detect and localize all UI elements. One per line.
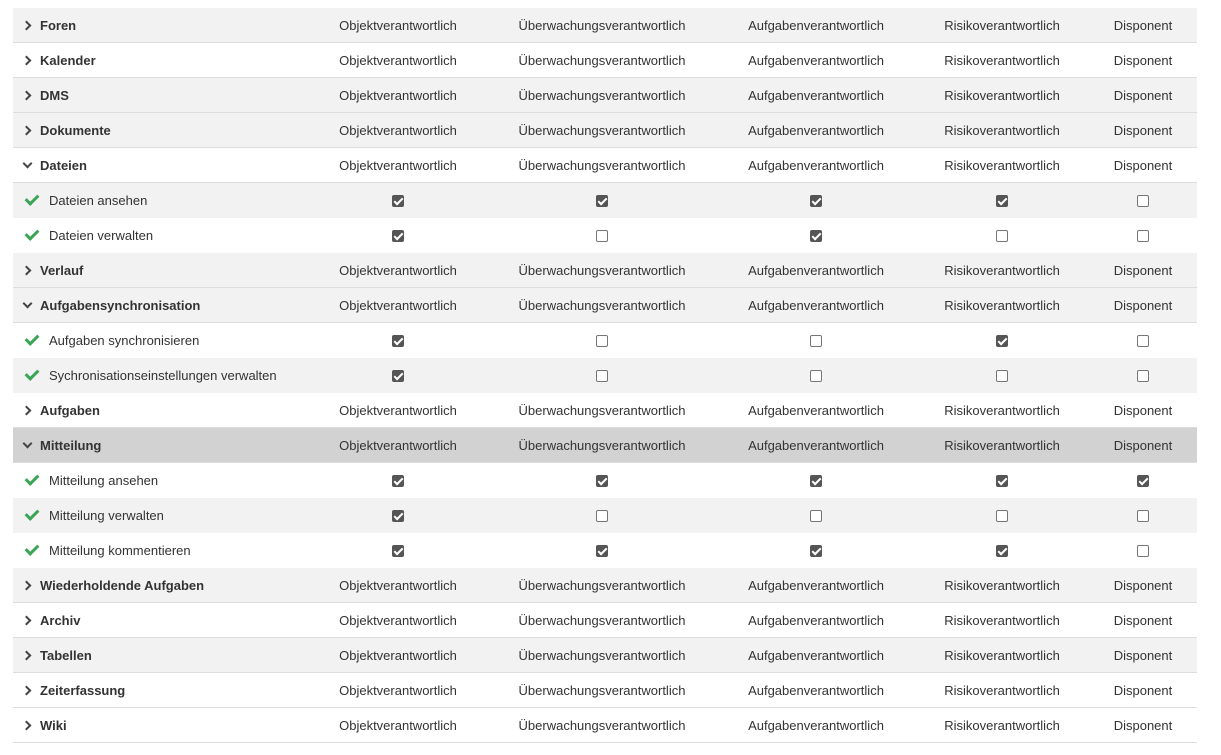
module-toggle[interactable] — [13, 568, 204, 602]
role-header-risikoverantwortlich: Risikoverantwortlich — [944, 717, 1060, 733]
chevron-right-icon[interactable] — [22, 405, 32, 415]
permission-checkbox[interactable] — [596, 475, 608, 487]
chevron-down-icon[interactable] — [23, 298, 33, 308]
permission-label: Sychronisationseinstellungen verwalten — [49, 368, 277, 383]
role-header-objektverantwortlich: Objektverantwortlich — [339, 17, 457, 33]
role-header-risikoverantwortlich: Risikoverantwortlich — [944, 262, 1060, 278]
permission-checkbox[interactable] — [1137, 545, 1149, 557]
module-label: Wiederholdende Aufgaben — [40, 577, 205, 593]
role-header-disponent: Disponent — [1113, 52, 1173, 68]
permission-checkbox[interactable] — [1137, 510, 1149, 522]
role-header-aufgabenverantwortlich: Aufgabenverantwortlich — [748, 262, 884, 278]
permission-row-mitteilung-verwalten — [13, 498, 1197, 533]
checkmark-icon — [25, 541, 40, 556]
role-header-objektverantwortlich: Objektverantwortlich — [339, 52, 457, 68]
permission-cell — [1033, 218, 1221, 253]
role-header-überwachungsverantwortlich: Überwachungsverantwortlich — [518, 52, 686, 68]
permission-label: Mitteilung kommentieren — [49, 543, 191, 558]
permission-checkbox[interactable] — [996, 545, 1008, 557]
role-header-objektverantwortlich: Objektverantwortlich — [339, 577, 457, 593]
permission-checkbox[interactable] — [996, 510, 1008, 522]
role-header-disponent: Disponent — [1113, 717, 1173, 733]
permission-checkbox[interactable] — [810, 335, 822, 347]
role-header-aufgabenverantwortlich: Aufgabenverantwortlich — [748, 717, 884, 733]
module-toggle[interactable] — [13, 148, 87, 182]
checkmark-icon — [25, 506, 40, 521]
permission-name — [13, 498, 164, 533]
permission-cell — [288, 358, 508, 393]
permission-row-mitteilung-kommentieren — [13, 533, 1197, 568]
module-label: Mitteilung — [40, 437, 102, 453]
permission-checkbox[interactable] — [596, 545, 608, 557]
permission-cell — [1033, 358, 1221, 393]
permission-name — [13, 183, 147, 218]
module-toggle[interactable] — [13, 708, 67, 742]
chevron-right-icon[interactable] — [22, 685, 32, 695]
module-row-tabellen[interactable] — [13, 638, 1197, 673]
permission-checkbox[interactable] — [1137, 230, 1149, 242]
module-label: Dokumente — [40, 122, 111, 138]
module-label: Aufgabensynchronisation — [40, 297, 201, 313]
role-header-aufgabenverantwortlich: Aufgabenverantwortlich — [748, 17, 884, 33]
role-header-überwachungsverantwortlich: Überwachungsverantwortlich — [518, 122, 686, 138]
permission-cell — [492, 498, 712, 533]
module-row-mitteilung[interactable] — [13, 428, 1197, 463]
module-toggle[interactable] — [13, 673, 125, 707]
chevron-right-icon[interactable] — [22, 580, 32, 590]
checkmark-icon — [25, 226, 40, 241]
permission-checkbox[interactable] — [392, 370, 404, 382]
permission-cell — [288, 218, 508, 253]
module-row-dms[interactable] — [13, 78, 1197, 113]
role-header-risikoverantwortlich: Risikoverantwortlich — [944, 647, 1060, 663]
role-header-überwachungsverantwortlich: Überwachungsverantwortlich — [518, 717, 686, 733]
role-header-überwachungsverantwortlich: Überwachungsverantwortlich — [518, 402, 686, 418]
module-row-foren[interactable] — [13, 8, 1197, 43]
permission-checkbox[interactable] — [1137, 195, 1149, 207]
module-label: Zeiterfassung — [40, 682, 126, 698]
permission-label: Aufgaben synchronisieren — [49, 333, 200, 348]
permission-checkbox[interactable] — [1137, 475, 1149, 487]
permission-checkbox[interactable] — [392, 545, 404, 557]
module-label: Dateien — [40, 157, 87, 173]
role-header-aufgabenverantwortlich: Aufgabenverantwortlich — [748, 402, 884, 418]
module-label: Wiki — [40, 717, 67, 733]
permission-cell — [492, 463, 712, 498]
chevron-right-icon[interactable] — [22, 615, 32, 625]
role-header-aufgabenverantwortlich: Aufgabenverantwortlich — [748, 577, 884, 593]
role-header-disponent: Disponent — [1113, 17, 1173, 33]
role-header-risikoverantwortlich: Risikoverantwortlich — [944, 122, 1060, 138]
permission-checkbox[interactable] — [596, 510, 608, 522]
permission-cell — [492, 533, 712, 568]
permission-cell — [1033, 183, 1221, 218]
permission-checkbox[interactable] — [996, 475, 1008, 487]
module-label: Foren — [40, 17, 77, 33]
module-row-dokumente[interactable] — [13, 113, 1197, 148]
role-header-disponent: Disponent — [1113, 122, 1173, 138]
permission-checkbox[interactable] — [996, 230, 1008, 242]
permission-cell — [288, 498, 508, 533]
module-row-aufgabensynchronisation[interactable] — [13, 288, 1197, 323]
module-label: Verlauf — [40, 262, 84, 278]
permission-checkbox[interactable] — [596, 230, 608, 242]
permission-checkbox[interactable] — [392, 510, 404, 522]
role-header-überwachungsverantwortlich: Überwachungsverantwortlich — [518, 262, 686, 278]
chevron-right-icon[interactable] — [22, 55, 32, 65]
permission-checkbox[interactable] — [810, 510, 822, 522]
role-header-disponent: Disponent — [1113, 262, 1173, 278]
role-header-aufgabenverantwortlich: Aufgabenverantwortlich — [748, 87, 884, 103]
role-header-überwachungsverantwortlich: Überwachungsverantwortlich — [518, 612, 686, 628]
chevron-right-icon[interactable] — [22, 265, 32, 275]
role-header-überwachungsverantwortlich: Überwachungsverantwortlich — [518, 647, 686, 663]
permission-cell — [288, 463, 508, 498]
role-header-aufgabenverantwortlich: Aufgabenverantwortlich — [748, 157, 884, 173]
permission-checkbox[interactable] — [1137, 335, 1149, 347]
module-label: DMS — [40, 87, 69, 103]
role-header-risikoverantwortlich: Risikoverantwortlich — [944, 52, 1060, 68]
role-header-risikoverantwortlich: Risikoverantwortlich — [944, 682, 1060, 698]
role-header-objektverantwortlich: Objektverantwortlich — [339, 122, 457, 138]
permission-checkbox[interactable] — [810, 230, 822, 242]
role-header-objektverantwortlich: Objektverantwortlich — [339, 647, 457, 663]
role-header-überwachungsverantwortlich: Überwachungsverantwortlich — [518, 437, 686, 453]
role-header-überwachungsverantwortlich: Überwachungsverantwortlich — [518, 157, 686, 173]
permission-name — [13, 218, 153, 253]
module-toggle[interactable] — [13, 638, 92, 672]
permission-row-dateien-ansehen — [13, 183, 1197, 218]
checkmark-icon — [25, 471, 40, 486]
role-header-aufgabenverantwortlich: Aufgabenverantwortlich — [748, 297, 884, 313]
permission-label: Dateien ansehen — [49, 193, 148, 208]
role-header-aufgabenverantwortlich: Aufgabenverantwortlich — [748, 122, 884, 138]
module-label: Archiv — [40, 612, 81, 628]
role-header-objektverantwortlich: Objektverantwortlich — [339, 297, 457, 313]
permission-cell — [492, 323, 712, 358]
role-header-risikoverantwortlich: Risikoverantwortlich — [944, 87, 1060, 103]
role-header-objektverantwortlich: Objektverantwortlich — [339, 717, 457, 733]
module-row-verlauf[interactable] — [13, 253, 1197, 288]
module-row-aufgaben[interactable] — [13, 393, 1197, 428]
permission-cell — [492, 358, 712, 393]
role-header-risikoverantwortlich: Risikoverantwortlich — [944, 577, 1060, 593]
role-header-aufgabenverantwortlich: Aufgabenverantwortlich — [748, 52, 884, 68]
role-header-disponent: Disponent — [1113, 612, 1173, 628]
permission-row-aufgaben-synchronisieren — [13, 323, 1197, 358]
role-header-objektverantwortlich: Objektverantwortlich — [339, 157, 457, 173]
role-header-überwachungsverantwortlich: Überwachungsverantwortlich — [518, 87, 686, 103]
permission-cell — [1033, 323, 1221, 358]
module-label: Tabellen — [40, 647, 92, 663]
role-header-objektverantwortlich: Objektverantwortlich — [339, 262, 457, 278]
role-header-disponent: Disponent — [1113, 297, 1173, 313]
permission-name — [13, 463, 158, 498]
permission-row-sychronisationseinstellungen-verwalten — [13, 358, 1197, 393]
permission-cell — [492, 183, 712, 218]
permission-label: Dateien verwalten — [49, 228, 154, 243]
permission-checkbox[interactable] — [996, 195, 1008, 207]
role-header-risikoverantwortlich: Risikoverantwortlich — [944, 612, 1060, 628]
module-toggle[interactable] — [13, 253, 83, 287]
chevron-right-icon[interactable] — [22, 720, 32, 730]
permission-checkbox[interactable] — [596, 195, 608, 207]
permission-cell — [1033, 498, 1221, 533]
module-row-wiki[interactable] — [13, 708, 1197, 743]
permission-name — [13, 358, 277, 393]
module-label: Kalender — [40, 52, 96, 68]
module-row-wiederholdende-aufgaben[interactable] — [13, 568, 1197, 603]
role-header-überwachungsverantwortlich: Überwachungsverantwortlich — [518, 577, 686, 593]
permission-checkbox[interactable] — [596, 335, 608, 347]
chevron-right-icon[interactable] — [22, 90, 32, 100]
role-header-disponent: Disponent — [1113, 577, 1173, 593]
chevron-right-icon[interactable] — [22, 20, 32, 30]
role-header-disponent: Disponent — [1113, 682, 1173, 698]
chevron-right-icon[interactable] — [22, 125, 32, 135]
permission-checkbox[interactable] — [1137, 370, 1149, 382]
checkmark-icon — [25, 366, 40, 381]
permission-checkbox[interactable] — [810, 475, 822, 487]
role-header-risikoverantwortlich: Risikoverantwortlich — [944, 437, 1060, 453]
chevron-down-icon[interactable] — [23, 158, 33, 168]
permission-checkbox[interactable] — [810, 370, 822, 382]
permission-cell — [288, 323, 508, 358]
permission-cell — [1033, 463, 1221, 498]
role-header-disponent: Disponent — [1113, 437, 1173, 453]
permission-cell — [288, 533, 508, 568]
module-toggle[interactable] — [13, 393, 100, 427]
role-header-disponent: Disponent — [1113, 647, 1173, 663]
role-header-disponent: Disponent — [1113, 157, 1173, 173]
permission-cell — [1033, 533, 1221, 568]
role-header-aufgabenverantwortlich: Aufgabenverantwortlich — [748, 682, 884, 698]
permissions-table — [13, 8, 1197, 743]
permission-checkbox[interactable] — [810, 195, 822, 207]
role-header-objektverantwortlich: Objektverantwortlich — [339, 402, 457, 418]
module-toggle[interactable] — [13, 8, 76, 42]
role-header-überwachungsverantwortlich: Überwachungsverantwortlich — [518, 682, 686, 698]
role-header-risikoverantwortlich: Risikoverantwortlich — [944, 157, 1060, 173]
module-row-kalender[interactable] — [13, 43, 1197, 78]
role-header-aufgabenverantwortlich: Aufgabenverantwortlich — [748, 437, 884, 453]
role-header-überwachungsverantwortlich: Überwachungsverantwortlich — [518, 297, 686, 313]
role-header-überwachungsverantwortlich: Überwachungsverantwortlich — [518, 17, 686, 33]
chevron-down-icon[interactable] — [23, 438, 33, 448]
module-row-archiv[interactable] — [13, 603, 1197, 638]
module-row-dateien[interactable] — [13, 148, 1197, 183]
role-header-risikoverantwortlich: Risikoverantwortlich — [944, 402, 1060, 418]
role-header-risikoverantwortlich: Risikoverantwortlich — [944, 297, 1060, 313]
role-header-objektverantwortlich: Objektverantwortlich — [339, 682, 457, 698]
permission-label: Mitteilung ansehen — [49, 473, 159, 488]
permission-checkbox[interactable] — [996, 370, 1008, 382]
checkmark-icon — [25, 331, 40, 346]
checkmark-icon — [25, 191, 40, 206]
role-header-aufgabenverantwortlich: Aufgabenverantwortlich — [748, 647, 884, 663]
permission-checkbox[interactable] — [810, 545, 822, 557]
permission-name — [13, 533, 191, 568]
permission-checkbox[interactable] — [392, 475, 404, 487]
module-label: Aufgaben — [40, 402, 100, 418]
permission-label: Mitteilung verwalten — [49, 508, 164, 523]
permission-checkbox[interactable] — [392, 335, 404, 347]
permission-cell — [288, 183, 508, 218]
permission-name — [13, 323, 199, 358]
role-header-objektverantwortlich: Objektverantwortlich — [339, 87, 457, 103]
permission-checkbox[interactable] — [996, 335, 1008, 347]
module-toggle[interactable] — [13, 603, 80, 637]
permission-checkbox[interactable] — [392, 230, 404, 242]
role-header-aufgabenverantwortlich: Aufgabenverantwortlich — [748, 612, 884, 628]
module-toggle[interactable] — [13, 78, 69, 112]
role-header-objektverantwortlich: Objektverantwortlich — [339, 437, 457, 453]
role-header-disponent: Disponent — [1113, 402, 1173, 418]
module-toggle[interactable] — [13, 288, 200, 322]
permission-checkbox[interactable] — [392, 195, 404, 207]
module-toggle[interactable] — [13, 43, 96, 77]
role-header-disponent: Disponent — [1113, 87, 1173, 103]
module-toggle[interactable] — [13, 113, 111, 147]
permission-cell — [492, 218, 712, 253]
permission-checkbox[interactable] — [596, 370, 608, 382]
role-header-risikoverantwortlich: Risikoverantwortlich — [944, 17, 1060, 33]
role-header-objektverantwortlich: Objektverantwortlich — [339, 612, 457, 628]
permission-row-mitteilung-ansehen — [13, 463, 1197, 498]
module-toggle[interactable] — [13, 428, 101, 462]
chevron-right-icon[interactable] — [22, 650, 32, 660]
module-row-zeiterfassung[interactable] — [13, 673, 1197, 708]
permission-row-dateien-verwalten — [13, 218, 1197, 253]
